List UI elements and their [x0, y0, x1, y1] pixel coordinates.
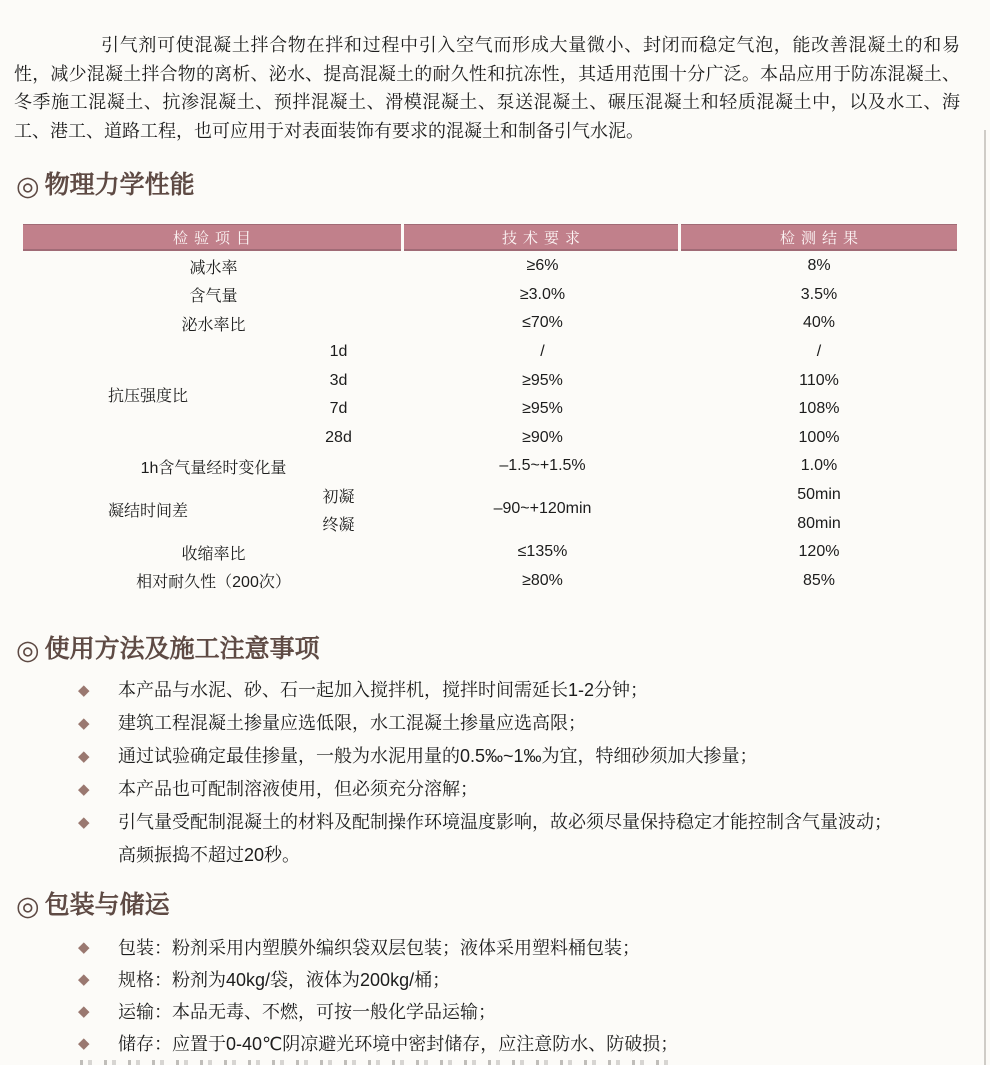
- sub-label-cell: 3d: [329, 371, 348, 389]
- result-cell: 80min: [797, 514, 841, 532]
- section-title-text: 包装与储运: [44, 891, 170, 919]
- list-item-text: 包装：粉剂采用内塑膜外编织袋双层包装；液体采用塑料桶包装；: [118, 938, 640, 958]
- requirement-cell: –90~+120min: [493, 500, 592, 518]
- result-cell: /: [816, 343, 822, 361]
- diamond-bullet-icon: ◆: [78, 1035, 90, 1052]
- diamond-bullet-icon: ◆: [78, 971, 90, 988]
- intro-paragraph: 引气剂可使混凝土拌合物在拌和过程中引入空气而形成大量微小、封闭而稳定气泡，能改善混凝土的和易性，减少混凝土拌合物的离析、泌水、提高混凝土的耐久性和抗冻性，其适用范围十分广泛。本品应用于防冻混凝土、冬季施工混凝土、抗渗混凝土、预拌混凝土、滑模混凝土、泵送混凝土、碾压混凝土和轻质混凝土中，以及水工、海工、港工、道路工程，也可应用于对表面装饰有要求的混凝土和制备引气水泥。: [14, 35, 960, 141]
- table-header-requirement: 技术要求: [404, 224, 678, 251]
- diamond-bullet-icon: ◆: [78, 1003, 90, 1020]
- packaging-list: [78, 932, 906, 1060]
- row-label-cell: 减水率: [189, 259, 238, 277]
- group-label-cell: 凝结时间差: [107, 502, 188, 520]
- sub-label-cell: 初凝: [322, 488, 355, 506]
- list-item: [78, 674, 906, 707]
- diamond-bullet-icon: ◆: [78, 748, 90, 765]
- row-label-cell: 泌水率比: [181, 316, 246, 334]
- section-title-physical: [16, 169, 195, 201]
- list-item: [78, 932, 906, 964]
- list-item-text: 通过试验确定最佳掺量，一般为水泥用量的0.5‰~1‰为宜，特细砂须加大掺量；: [118, 746, 758, 766]
- requirement-cell: ≥95%: [522, 400, 563, 418]
- performance-table: [23, 224, 957, 595]
- diamond-bullet-icon: ◆: [78, 939, 90, 956]
- diamond-bullet-icon: ◆: [78, 814, 90, 831]
- result-cell: 50min: [797, 486, 841, 504]
- list-item: [78, 1028, 906, 1060]
- list-item: [78, 740, 906, 773]
- requirement-cell: ≤135%: [517, 543, 568, 561]
- list-item-text: 规格：粉剂为40kg/袋，液体为200kg/桶；: [118, 970, 451, 990]
- list-item-text: 本产品也可配制溶液使用，但必须充分溶解；: [118, 779, 478, 799]
- sub-label-cell: 28d: [325, 428, 352, 446]
- cut-off-text-line: [80, 1060, 680, 1065]
- table-header-item: 检验项目: [23, 224, 401, 251]
- row-label-cell: 收缩率比: [181, 545, 246, 563]
- diamond-bullet-icon: ◆: [78, 781, 90, 798]
- result-cell: 8%: [807, 257, 831, 275]
- section-title-text: 物理力学性能: [44, 171, 195, 199]
- section-title-text: 使用方法及施工注意事项: [44, 635, 320, 663]
- result-cell: 100%: [798, 428, 840, 446]
- requirement-cell: ≤70%: [522, 314, 563, 332]
- list-item-text: 本产品与水泥、砂、石一起加入搅拌机，搅拌时间需延长1-2分钟；: [118, 680, 649, 700]
- result-cell: 85%: [802, 571, 836, 589]
- section-marker-icon: ◎: [16, 170, 40, 201]
- table-body: [23, 252, 957, 595]
- diamond-bullet-icon: ◆: [78, 715, 90, 732]
- row-label-cell: 含气量: [189, 288, 238, 306]
- sub-label-cell: 终凝: [322, 517, 355, 535]
- section-marker-icon: ◎: [16, 634, 40, 665]
- requirement-cell: ≥90%: [522, 428, 563, 446]
- requirement-cell: ≥95%: [522, 371, 563, 389]
- result-cell: 108%: [798, 400, 840, 418]
- list-item: [78, 773, 906, 806]
- row-label-cell: 1h含气量经时变化量: [140, 459, 287, 477]
- sub-label-cell: 1d: [329, 343, 348, 361]
- result-cell: 1.0%: [800, 457, 838, 475]
- sub-label-cell: 7d: [329, 400, 348, 418]
- row-label-cell: 相对耐久性（200次）: [136, 574, 291, 592]
- requirement-cell: ≥3.0%: [519, 285, 566, 303]
- section-title-packaging: [16, 889, 170, 921]
- list-item-text: 引气量受配制混凝土的材料及配制操作环境温度影响，故必须尽量保持稳定才能控制含气量波动；高频振捣不超过20秒。: [118, 812, 892, 865]
- result-cell: 110%: [799, 371, 839, 389]
- requirement-cell: ≥80%: [522, 571, 563, 589]
- result-cell: 120%: [798, 543, 840, 561]
- page-edge-artifact: [984, 130, 986, 1065]
- group-label-cell: 抗压强度比: [107, 388, 188, 406]
- list-item: [78, 964, 906, 996]
- section-marker-icon: ◎: [16, 890, 40, 921]
- requirement-cell: ≥6%: [526, 257, 559, 275]
- usage-notes-list: [78, 674, 906, 872]
- requirement-cell: –1.5~+1.5%: [499, 457, 586, 475]
- diamond-bullet-icon: ◆: [78, 682, 90, 699]
- list-item-text: 运输：本品无毒、不燃，可按一般化学品运输；: [118, 1002, 496, 1022]
- result-cell: 3.5%: [800, 285, 838, 303]
- list-item: [78, 707, 906, 740]
- list-item: [78, 806, 906, 872]
- result-cell: 40%: [802, 314, 836, 332]
- list-item: [78, 996, 906, 1028]
- list-item-text: 储存：应置于0-40℃阴凉避光环境中密封储存，应注意防水、防破损；: [118, 1034, 679, 1054]
- requirement-cell: /: [540, 343, 545, 361]
- section-title-usage: [16, 633, 320, 665]
- list-item-text: 建筑工程混凝土掺量应选低限，水工混凝土掺量应选高限；: [118, 713, 586, 733]
- table-header-row: [23, 224, 957, 251]
- table-header-result: 检测结果: [681, 224, 957, 251]
